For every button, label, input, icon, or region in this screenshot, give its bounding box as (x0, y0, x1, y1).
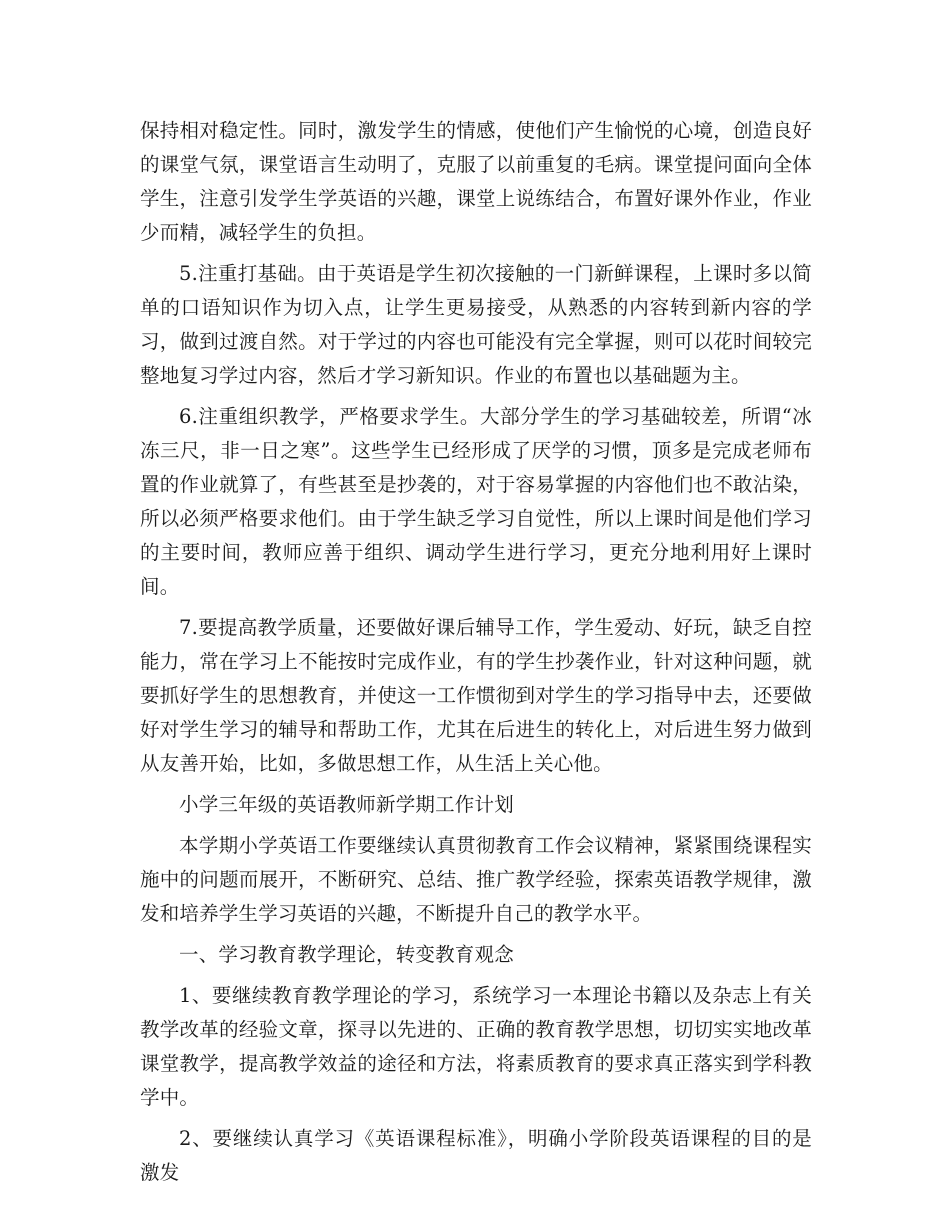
document-body (140, 114, 812, 1197)
paragraph-point-2: 2、要继续认真学习《英语课程标准》，明确小学阶段英语课程的目的是激发 (140, 1127, 812, 1184)
paragraph-item-5: 5.注重打基础。由于英语是学生初次接触的一门新鲜课程，上课时多以简单的口语知识作为切入点，让学生更易接受，从熟悉的内容转到新内容的学习，做到过渡自然。对于学过的内容也可能没有完全掌握，则可以花时间较完整地复习学过内容，然后才学习新知识。作业的布置也以基础题为主。 (140, 262, 812, 387)
section-heading-1: 一、学习教育教学理论，转变教育观念 (179, 943, 514, 966)
paragraph-item-7: 7.要提高教学质量，还要做好课后辅导工作，学生爱动、好玩，缺乏自控能力，常在学习上不能按时完成作业，有的学生抄袭作业，针对这种问题，就要抓好学生的思想教育，并使这一工作惯彻到对学生的学习指导中去，还要做好对学生学习的辅导和帮助工作，尤其在后进生的转化上，对后进生努力做到从友善开始，比如，多做思想工作，从生活上关心他。 (140, 616, 812, 775)
paragraph-continuation: 保持相对稳定性。同时，激发学生的情感，使他们产生愉悦的心境，创造良好的课堂气氛，课堂语言生动明了，克服了以前重复的毛病。课堂提问面向全体学生，注意引发学生学英语的兴趣，课堂上说练结合，布置好课外作业，作业少而精，减轻学生的负担。 (140, 119, 812, 244)
section-title: 小学三年级的英语教师新学期工作计划 (179, 793, 514, 816)
paragraph-point-1: 1、要继续教育教学理论的学习，系统学习一本理论书籍以及杂志上有关教学改革的经验文章，探寻以先进的、正确的教育教学思想，切切实实地改革课堂教学，提高教学效益的途径和方法，将素质教育的要求真正落实到学科教学中。 (140, 984, 812, 1109)
paragraph-item-6: 6.注重组织教学，严格要求学生。大部分学生的学习基础较差，所谓“冰冻三尺，非一日之寒”。这些学生已经形成了厌学的习惯，顶多是完成老师布置的作业就算了，有些甚至是抄袭的，对于容易掌握的内容他们也不敢沾染，所以必须严格要求他们。由于学生缺乏学习自觉性，所以上课时间是他们学习的主要时间，教师应善于组织、调动学生进行学习，更充分地利用好上课时间。 (140, 405, 812, 598)
intro-paragraph: 本学期小学英语工作要继续认真贯彻教育工作会议精神，紧紧围绕课程实施中的问题而展开，不断研究、总结、推广教学经验，探索英语教学规律，激发和培养学生学习英语的兴趣，不断提升自己的教学水平。 (140, 834, 812, 925)
